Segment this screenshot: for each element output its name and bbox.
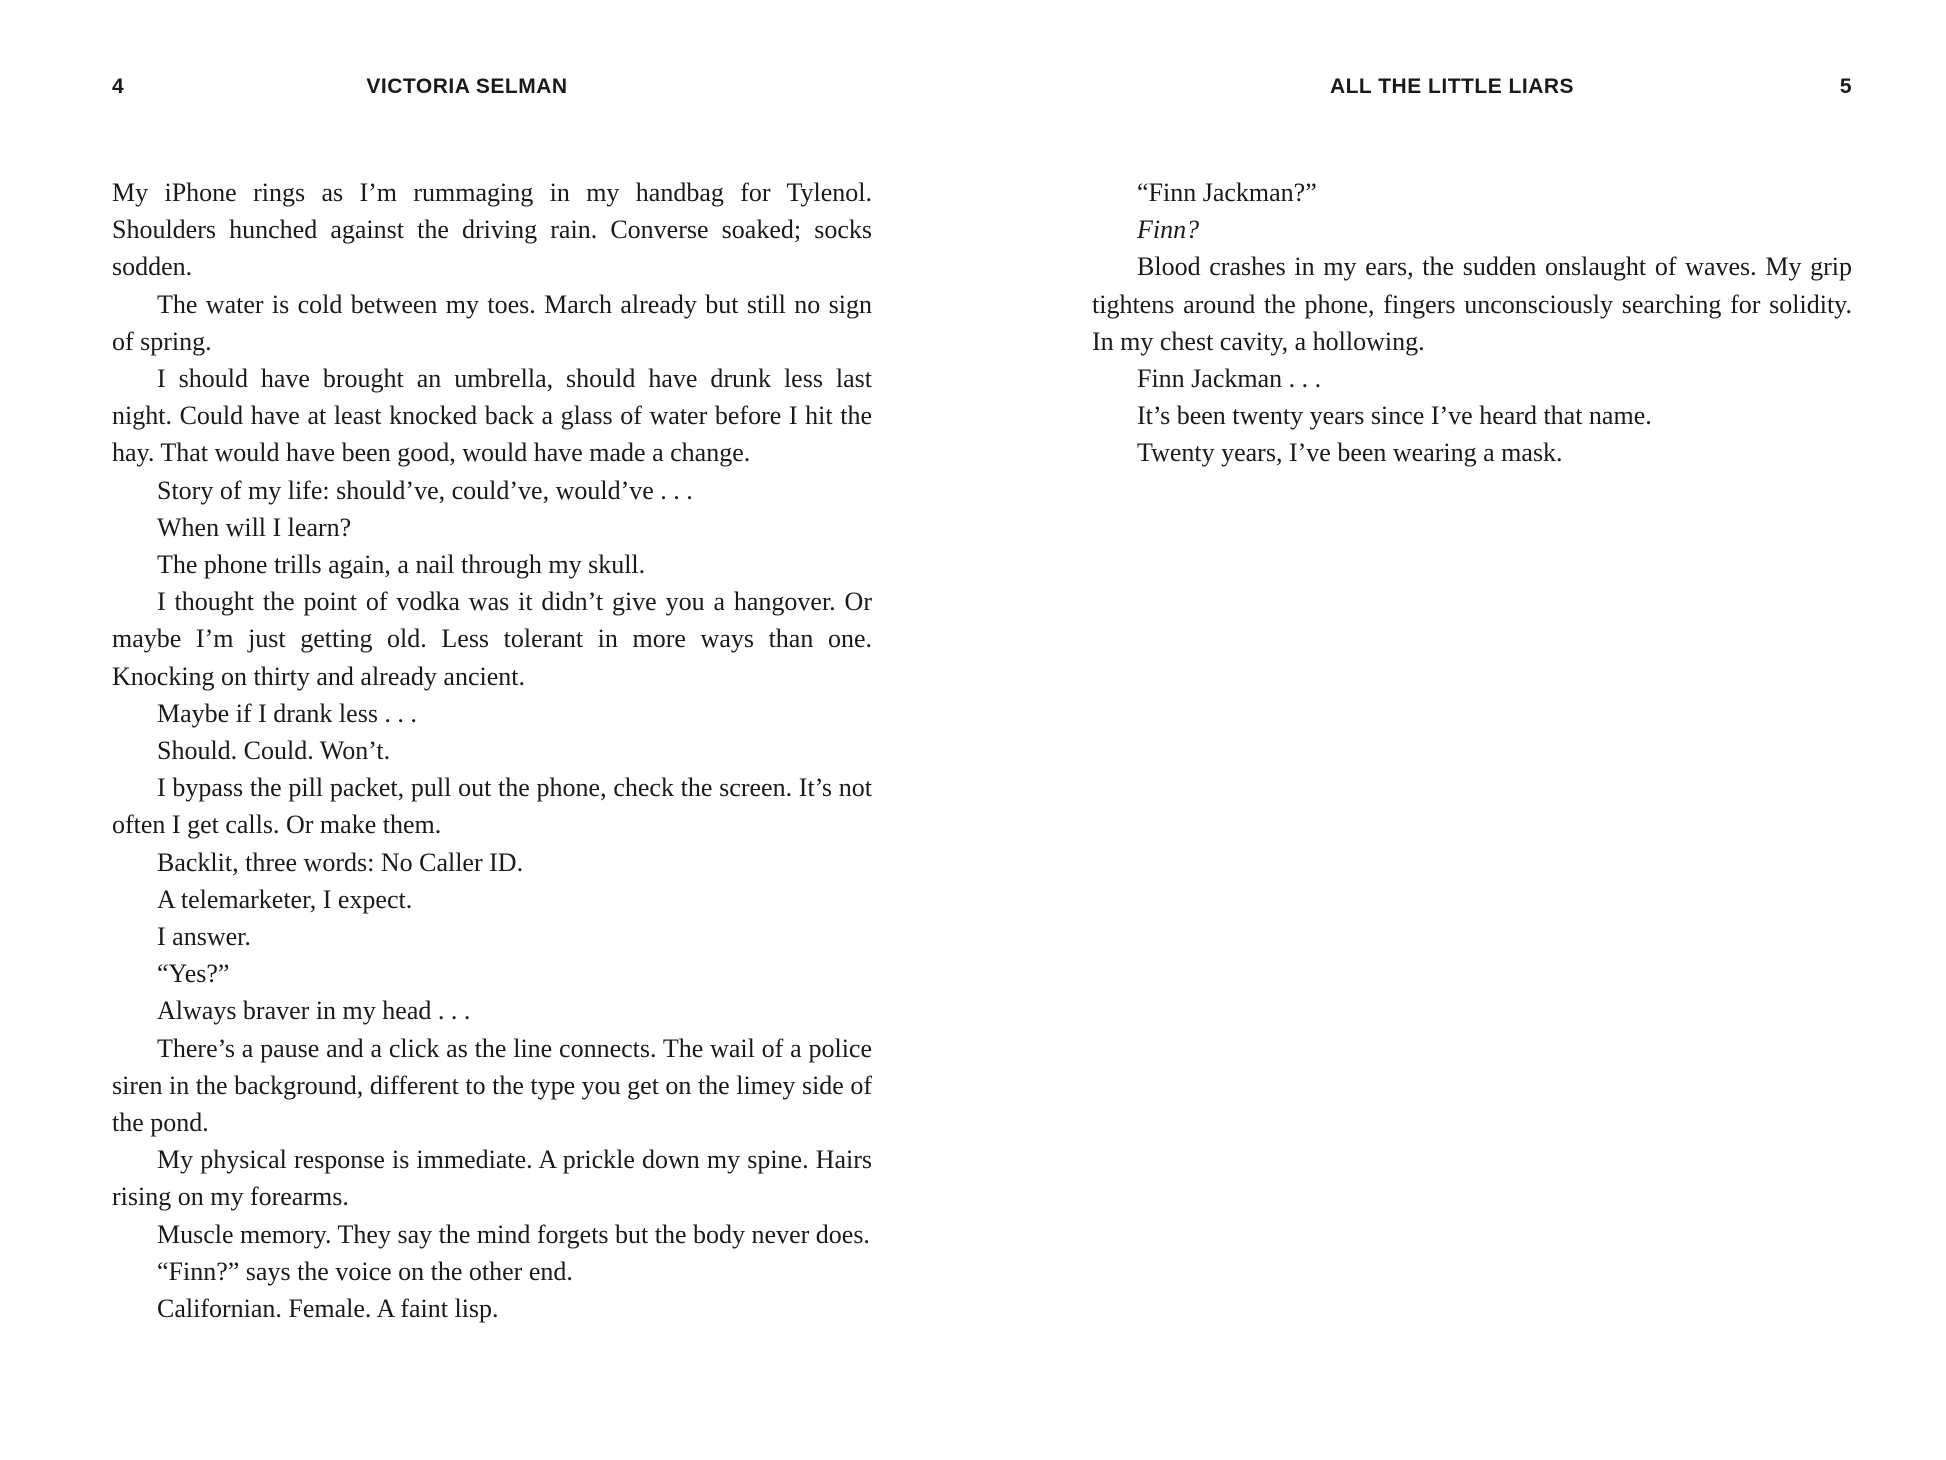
paragraph: A telemarketer, I expect.: [157, 884, 413, 914]
left-body-text: [112, 174, 872, 1327]
paragraph: “Yes?”: [157, 959, 230, 989]
paragraph: My physical response is immediate. A prickle down my spine. Hairs rising on my forearms.: [112, 1145, 872, 1212]
left-running-head: [112, 72, 872, 102]
paragraph: I answer.: [157, 922, 251, 952]
paragraph: Twenty years, I’ve been wearing a mask.: [1137, 438, 1563, 468]
paragraph: Always braver in my head . . .: [157, 996, 471, 1026]
paragraph: The phone trills again, a nail through my skull.: [157, 550, 646, 580]
paragraph: I bypass the pill packet, pull out the phone, check the screen. It’s not often I get calls. Or make them.: [112, 773, 872, 840]
paragraph: Maybe if I drank less . . .: [157, 698, 417, 728]
left-running-title: VICTORIA SELMAN: [366, 75, 568, 98]
paragraph: “Finn?” says the voice on the other end.: [157, 1256, 573, 1286]
paragraph: The water is cold between my toes. March already but still no sign of spring.: [112, 289, 872, 356]
paragraph: I should have brought an umbrella, should have drunk less last night. Could have at least knocked back a glass of water before I hit the hay. That would have been good, would have made a change.: [112, 364, 872, 468]
paragraph: There’s a pause and a click as the line connects. The wail of a police siren in the background, different to the type you get on the limey side of the pond.: [112, 1033, 872, 1138]
paragraph: Story of my life: should’ve, could’ve, would’ve . . .: [157, 475, 693, 505]
right-running-head: [1092, 72, 1852, 102]
paragraph: Californian. Female. A faint lisp.: [157, 1294, 499, 1324]
paragraph: Finn?: [1137, 215, 1200, 245]
paragraph: My iPhone rings as I’m rummaging in my handbag for Tylenol. Shoulders hunched against the driving rain. Converse soaked; socks sodden.: [112, 178, 872, 282]
left-page: [112, 0, 872, 1460]
paragraph: Finn Jackman . . .: [1137, 364, 1322, 394]
right-page: [1092, 0, 1852, 1460]
right-body-text: [1092, 174, 1852, 472]
paragraph: It’s been twenty years since I’ve heard that name.: [1137, 401, 1652, 431]
paragraph: When will I learn?: [157, 512, 352, 542]
paragraph: Blood crashes in my ears, the sudden onslaught of waves. My grip tightens around the phone, fingers unconsciously searching for solidity. In my chest cavity, a hollowing.: [1092, 252, 1852, 356]
paragraph: Should. Could. Won’t.: [157, 736, 391, 766]
left-page-number: 4: [112, 75, 125, 98]
paragraph: Muscle memory. They say the mind forgets but the body never does.: [157, 1219, 870, 1249]
right-page-number: 5: [1839, 75, 1852, 98]
paragraph: Backlit, three words: No Caller ID.: [157, 847, 524, 877]
right-running-title: ALL THE LITTLE LIARS: [1329, 75, 1575, 98]
paragraph: “Finn Jackman?”: [1137, 178, 1317, 207]
paragraph: I thought the point of vodka was it didn’t give you a hangover. Or maybe I’m just getting old. Less tolerant in more ways than one. Knocking on thirty and already ancient.: [112, 587, 872, 691]
